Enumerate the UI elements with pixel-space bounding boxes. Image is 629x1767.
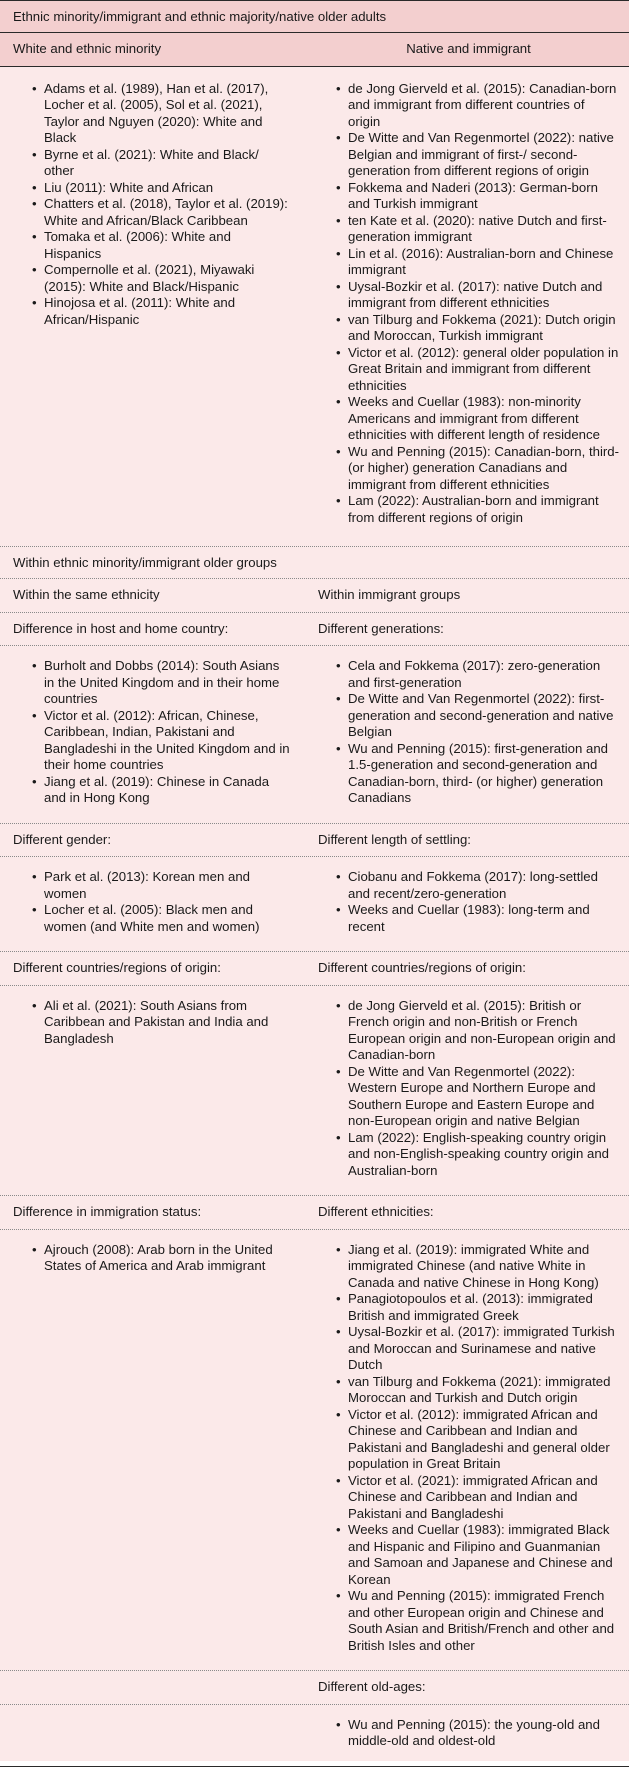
list-item: • Chatters et al. (2018), Taylor et al. (2019): White and African/Black Caribbean bbox=[34, 196, 291, 229]
subsection-title-right: Different ethnicities: bbox=[318, 1204, 434, 1219]
list-left bbox=[4, 869, 291, 935]
subsection-title-row bbox=[0, 824, 629, 857]
subsection-body-row bbox=[0, 1230, 629, 1671]
list-item: • de Jong Gierveld et al. (2015): British or French origin and non-British or French European origin and non-European origin and Canadian-born bbox=[338, 998, 619, 1064]
subsection-title-right: Different countries/regions of origin: bbox=[318, 960, 526, 975]
list-item: • Adams et al. (1989), Han et al. (2017), Locher et al. (2005), Sol et al. (2021), Taylor and Nguyen (2020): White and Black bbox=[34, 81, 291, 147]
subsection-body-row bbox=[0, 1705, 629, 1766]
list-item: • Burholt and Dobbs (2014): South Asians in the United Kingdom and in their home countries bbox=[34, 658, 291, 708]
list-right bbox=[308, 658, 619, 807]
subsection-title-row bbox=[0, 1196, 629, 1229]
subsection-title-right: Different generations: bbox=[318, 620, 444, 636]
subsection-title-row bbox=[0, 1671, 629, 1704]
list-item: • Uysal-Bozkir et al. (2017): native Dutch and immigrant from different ethnicities bbox=[338, 279, 619, 312]
list-left bbox=[4, 1242, 291, 1275]
list-item: • Liu (2011): White and African bbox=[34, 180, 291, 197]
list-right bbox=[308, 1717, 619, 1750]
list-item: • Lam (2022): Australian-born and immigrant from different regions of origin bbox=[338, 493, 619, 526]
list-item: • Lam (2022): English-speaking country origin and non-English-speaking country origin and Australian-born bbox=[338, 1130, 619, 1180]
header-immigrant-groups: Within immigrant groups bbox=[318, 587, 461, 602]
subsection-title-left: Difference in host and home country: bbox=[13, 620, 229, 636]
subsection-title-row bbox=[0, 613, 629, 646]
within-header-row bbox=[0, 579, 629, 612]
list-item: • Tomaka et al. (2006): White and Hispanics bbox=[34, 229, 291, 262]
list-item: • Wu and Penning (2015): the young-old and middle-old and oldest-old bbox=[338, 1717, 619, 1750]
table-title: Ethnic minority/immigrant and ethnic majority/native older adults bbox=[0, 1, 629, 32]
list-item: • De Witte and Van Regenmortel (2022): first-generation and second-generation and native Belgian bbox=[338, 691, 619, 741]
list-item: • Ciobanu and Fokkema (2017): long-settled and recent/zero-generation bbox=[338, 869, 619, 902]
list-item: • Weeks and Cuellar (1983): non-minority Americans and immigrant from different ethnicities with different length of residence bbox=[338, 394, 619, 444]
list-item: • Ajrouch (2008): Arab born in the United States of America and Arab immigrant bbox=[34, 1242, 291, 1275]
list-item: • Victor et al. (2012): immigrated African and Chinese and Caribbean and Indian and Pakistani and Bangladeshi and general older population in Great Britain bbox=[338, 1407, 619, 1473]
list-right bbox=[308, 81, 619, 527]
list-item: • ten Kate et al. (2020): native Dutch and first-generation immigrant bbox=[338, 213, 619, 246]
list-right bbox=[308, 1242, 619, 1655]
list-item: • van Tilburg and Fokkema (2021): Dutch origin and Moroccan, Turkish immigrant bbox=[338, 312, 619, 345]
list-item: • Cela and Fokkema (2017): zero-generation and first-generation bbox=[338, 658, 619, 691]
list-item: • Panagiotopoulos et al. (2013): immigrated British and immigrated Greek bbox=[338, 1291, 619, 1324]
subsection-title-left: Different countries/regions of origin: bbox=[13, 960, 221, 975]
within-title: Within ethnic minority/immigrant older groups bbox=[13, 555, 277, 570]
list-left bbox=[4, 998, 291, 1048]
list-item: • Park et al. (2013): Korean men and women bbox=[34, 869, 291, 902]
subsection-title-left: Different gender: bbox=[13, 831, 111, 847]
list-left bbox=[4, 658, 291, 807]
list-item: • Wu and Penning (2015): first-generation and 1.5-generation and second-generation and Canadian-born, third- (or higher) generation Canadians bbox=[338, 741, 619, 807]
list-item: • Hinojosa et al. (2011): White and African/Hispanic bbox=[34, 295, 291, 328]
header-native-immigrant: Native and immigrant bbox=[406, 41, 531, 56]
list-item: • Victor et al. (2012): African, Chinese, Caribbean, Indian, Pakistani and Bangladeshi in the United Kingdom and in their home countries bbox=[34, 708, 291, 774]
list-item: • Weeks and Cuellar (1983): long-term and recent bbox=[338, 902, 619, 935]
subsection-body-row bbox=[0, 986, 629, 1196]
list-right bbox=[308, 998, 619, 1180]
list-item: • De Witte and Van Regenmortel (2022): native Belgian and immigrant of first-/ second-generation from different regions of origin bbox=[338, 130, 619, 180]
subsection-title-row bbox=[0, 952, 629, 985]
list-item: • Wu and Penning (2015): immigrated French and other European origin and Chinese and South Asian and British/French and other and British Isles and other bbox=[338, 1588, 619, 1654]
subsection-title-right: Different old-ages: bbox=[318, 1679, 426, 1694]
subsection-body-row bbox=[0, 646, 629, 823]
subsection-title-right: Different length of settling: bbox=[318, 831, 471, 847]
subsection-title-left bbox=[0, 1671, 304, 1704]
list-item: • Fokkema and Naderi (2013): German-born and Turkish immigrant bbox=[338, 180, 619, 213]
list-item: • Locher et al. (2005): Black men and women (and White men and women) bbox=[34, 902, 291, 935]
list-item: • Victor et al. (2021): immigrated African and Chinese and Caribbean and Indian and Pakistani and Bangladeshi bbox=[338, 1473, 619, 1523]
list-item: • de Jong Gierveld et al. (2015): Canadian-born and immigrant from different countries of origin bbox=[338, 81, 619, 131]
list-item: • Jiang et al. (2019): Chinese in Canada and in Hong Kong bbox=[34, 774, 291, 807]
list-item: • Wu and Penning (2015): Canadian-born, third- (or higher) generation Canadians and immigrant from different ethnicities bbox=[338, 444, 619, 494]
header-row bbox=[0, 33, 629, 66]
list-item: • Uysal-Bozkir et al. (2017): immigrated Turkish and Moroccan and Surinamese and native Dutch bbox=[338, 1324, 619, 1374]
section-row bbox=[0, 67, 629, 547]
list-item: • Byrne et al. (2021): White and Black/ other bbox=[34, 147, 291, 180]
list-item: • Compernolle et al. (2021), Miyawaki (2015): White and Black/Hispanic bbox=[34, 262, 291, 295]
list-item: • van Tilburg and Fokkema (2021): immigrated Moroccan and Turkish and Dutch origin bbox=[338, 1374, 619, 1407]
list-left bbox=[4, 81, 291, 329]
list-item: • Victor et al. (2012): general older population in Great Britain and immigrant from different ethnicities bbox=[338, 345, 619, 395]
list-item: • Weeks and Cuellar (1983): immigrated Black and Hispanic and Filipino and Guanmanian and Samoan and Japanese and Chinese and Korean bbox=[338, 1522, 619, 1588]
list-item: • Jiang et al. (2019): immigrated White and immigrated Chinese (and native White in Canada and native Chinese in Hong Kong) bbox=[338, 1242, 619, 1292]
list-item: • De Witte and Van Regenmortel (2022): Western Europe and Northern Europe and Southern Europe and Eastern Europe and non-European origin and native Belgian bbox=[338, 1064, 619, 1130]
list-right bbox=[308, 869, 619, 935]
list-item: • Ali et al. (2021): South Asians from Caribbean and Pakistan and India and Bangladesh bbox=[34, 998, 291, 1048]
header-white-ethnic-minority: White and ethnic minority bbox=[13, 41, 162, 56]
list-item: • Lin et al. (2016): Australian-born and Chinese immigrant bbox=[338, 246, 619, 279]
header-same-ethnicity: Within the same ethnicity bbox=[13, 587, 160, 602]
subsection-body-row bbox=[0, 857, 629, 951]
subsection-title-left: Difference in immigration status: bbox=[13, 1204, 202, 1219]
